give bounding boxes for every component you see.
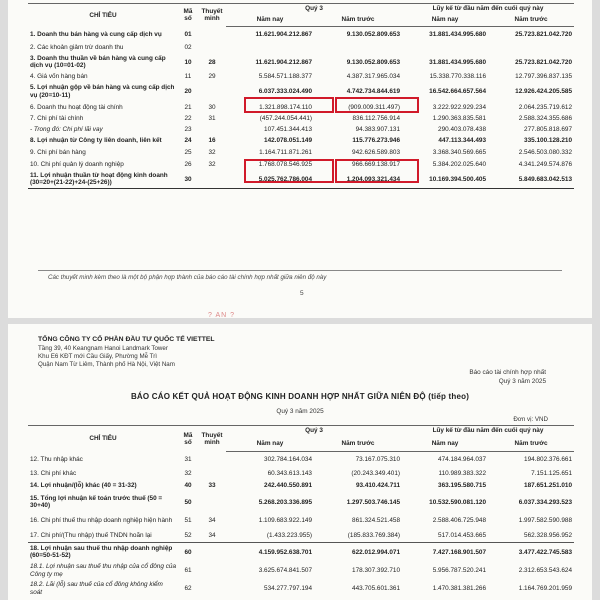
col-q-last-year: Năm trước bbox=[314, 13, 402, 27]
col-quarter-header: Quý 3 bbox=[226, 4, 402, 13]
table-row: 13. Chi phí khác 32 60.343.613.143 (20.243.349.401) 110.989.383.322 7.151.125.651 bbox=[30, 469, 573, 477]
table-row: 12. Thu nhập khác 31 302.784.164.034 73.167.075.310 474.184.964.037 194.802.376.661 bbox=[30, 456, 573, 464]
col-ytd-header: Lũy kế từ đầu năm đến cuối quý này bbox=[402, 426, 574, 436]
col-q-last-year: Năm trước bbox=[314, 436, 402, 452]
table-row: 4. Giá vốn hàng bán 11 29 5.584.571.188.377 4.387.317.965.034 15.338.770.338.116 12.797.396.837.135 bbox=[30, 72, 573, 80]
col-note-header: Thuyết minh bbox=[198, 426, 226, 452]
footnote: Các thuyết minh kèm theo là một bộ phận hợp thành của báo cáo tài chính hợp nhất giữa niên độ này bbox=[48, 274, 327, 281]
address-line: Khu E6 KĐT mới Cầu Giấy, Phường Mễ Trì bbox=[38, 353, 157, 360]
income-statement-table-1 bbox=[28, 3, 574, 189]
page-number: 5 bbox=[300, 290, 304, 297]
currency-unit: Đơn vị: VND bbox=[513, 416, 548, 423]
col-y-this-year: Năm nay bbox=[402, 436, 488, 452]
col-y-last-year: Năm trước bbox=[488, 13, 574, 27]
income-statement-table-2 bbox=[28, 425, 574, 598]
table-row: 17. Chi phí/(Thu nhập) thuế TNDN hoãn lại 52 34 (1.433.223.955) (185.833.769.384) 517.014.453.665 562.328.956.952 bbox=[30, 532, 573, 540]
table-row: 16. Chi phí thuế thu nhập doanh nghiệp hiện hành 51 34 1.109.683.922.149 861.324.521.458 2.588.406.725.948 1.997.582.590.988 bbox=[30, 516, 573, 524]
table-row: 7. Chi phí tài chính 22 31 (457.244.054.441) 836.112.756.914 1.290.363.835.581 2.588.324.355.686 bbox=[30, 114, 573, 122]
col-y-this-year: Năm nay bbox=[402, 13, 488, 27]
table-row: 18. Lợi nhuận sau thuế thu nhập doanh nghiệp (60=50-51-52) 60 4.159.952.638.701 622.012.994.071 7.427.168.901.507 3.477.422.745.583 bbox=[28, 543, 574, 562]
report-title: BÁO CÁO KẾT QUẢ HOẠT ĐỘNG KINH DOANH HỢP NHẤT GIỮA NIÊN ĐỘ (tiếp theo) bbox=[130, 392, 470, 401]
table-row: 5. Lợi nhuận gộp về bán hàng và cung cấp dịch vụ (20=10-11) 20 6.037.333.024.490 4.742.734.844.619 16.542.664.657.564 12.926.424.205.585 bbox=[30, 84, 573, 99]
table-row: 2. Các khoản giảm trừ doanh thu 02 bbox=[30, 44, 192, 51]
table-row: - Trong đó: Chi phí lãi vay 23 107.451.344.413 94.383.907.131 290.403.078.438 277.805.818.697 bbox=[30, 125, 573, 133]
statement-page-2 bbox=[8, 324, 592, 600]
table-row: 15. Tổng lợi nhuận kế toán trước thuế (50 = 30+40) 50 5.268.203.336.895 1.297.503.746.145 10.532.590.081.120 6.037.334.293.523 bbox=[30, 494, 573, 509]
col-code-header: Mã số bbox=[178, 426, 198, 452]
col-q-this-year: Năm nay bbox=[226, 436, 314, 452]
company-name: TỔNG CÔNG TY CỔ PHẦN ĐẦU TƯ QUỐC TẾ VIETTEL bbox=[38, 336, 215, 343]
table-row: 3. Doanh thu thuần về bán hàng và cung cấp dịch vụ (10=01-02) 10 28 11.621.904.212.867 9.130.052.809.653 31.881.434.995.680 25.723.821.042.720 bbox=[30, 54, 573, 69]
stamp-mark: ? AN ? bbox=[208, 312, 236, 318]
statement-page-1 bbox=[8, 0, 592, 318]
table-row: 18.1. Lợi nhuận sau thuế thu nhập của cổ đông của Công ty mẹ 61 3.625.674.841.507 178.307.392.710 5.956.787.520.241 2.312.653.543.624 bbox=[30, 563, 573, 578]
col-indicator-header: CHỈ TIÊU bbox=[28, 4, 178, 27]
table-row: 8. Lợi nhuận từ Công ty liên doanh, liên kết 24 16 142.078.051.149 115.776.273.946 447.113.344.493 335.100.128.210 bbox=[30, 137, 573, 144]
table-row: 9. Chi phí bán hàng 25 32 1.164.711.871.261 942.626.589.803 3.368.340.569.665 2.546.503.080.332 bbox=[30, 149, 573, 156]
report-subtitle-period: Quý 3 năm 2025 bbox=[276, 408, 324, 415]
table-row: 6. Doanh thu hoạt động tài chính 21 30 1.321.898.174.110 (909.009.311.497) 3.222.922.929.234 2.064.235.719.612 bbox=[30, 103, 573, 111]
table-row: 1. Doanh thu bán hàng và cung cấp dịch vụ 01 11.621.904.212.867 9.130.052.809.653 31.881.434.995.680 25.723.821.042.720 bbox=[30, 30, 573, 38]
col-y-last-year: Năm trước bbox=[488, 436, 574, 452]
col-quarter-header: Quý 3 bbox=[226, 426, 402, 436]
report-period: Quý 3 năm 2025 bbox=[498, 378, 546, 385]
col-indicator-header: CHỈ TIÊU bbox=[28, 426, 178, 452]
table-row: 18.2. Lãi (lỗ) sau thuế của cổ đông không kiểm soát 62 534.277.797.194 443.705.601.361 1.470.381.381.266 1.164.769.201.959 bbox=[30, 581, 573, 596]
col-q-this-year: Năm nay bbox=[226, 13, 314, 27]
address-line: Quận Nam Từ Liêm, Thành phố Hà Nội, Việt Nam bbox=[38, 361, 175, 368]
col-ytd-header: Lũy kế từ đầu năm đến cuối quý này bbox=[402, 4, 574, 13]
footnote-divider bbox=[38, 270, 562, 271]
table-row: 10. Chi phí quản lý doanh nghiệp 26 32 1.768.078.546.925 966.669.138.917 5.384.202.025.640 4.341.249.574.876 bbox=[30, 161, 573, 168]
table-row: 11. Lợi nhuận thuần từ hoạt động kinh doanh (30=20+(21-22)+24-(25+26)) 30 5.025.762.786.004 1.204.093.321.434 10.169.394.500.405 5.849.683.042.513 bbox=[28, 171, 574, 189]
address-line: Tầng 39, 40 Keangnam Hanoi Landmark Tower bbox=[38, 345, 168, 352]
report-type: Báo cáo tài chính hợp nhất bbox=[469, 369, 546, 376]
col-note-header: Thuyết minh bbox=[198, 4, 226, 27]
table-row: 14. Lợi nhuận/(lỗ) khác (40 = 31-32) 40 33 242.440.550.891 93.410.424.711 363.195.580.715 187.651.251.010 bbox=[30, 482, 573, 489]
col-code-header: Mã số bbox=[178, 4, 198, 27]
